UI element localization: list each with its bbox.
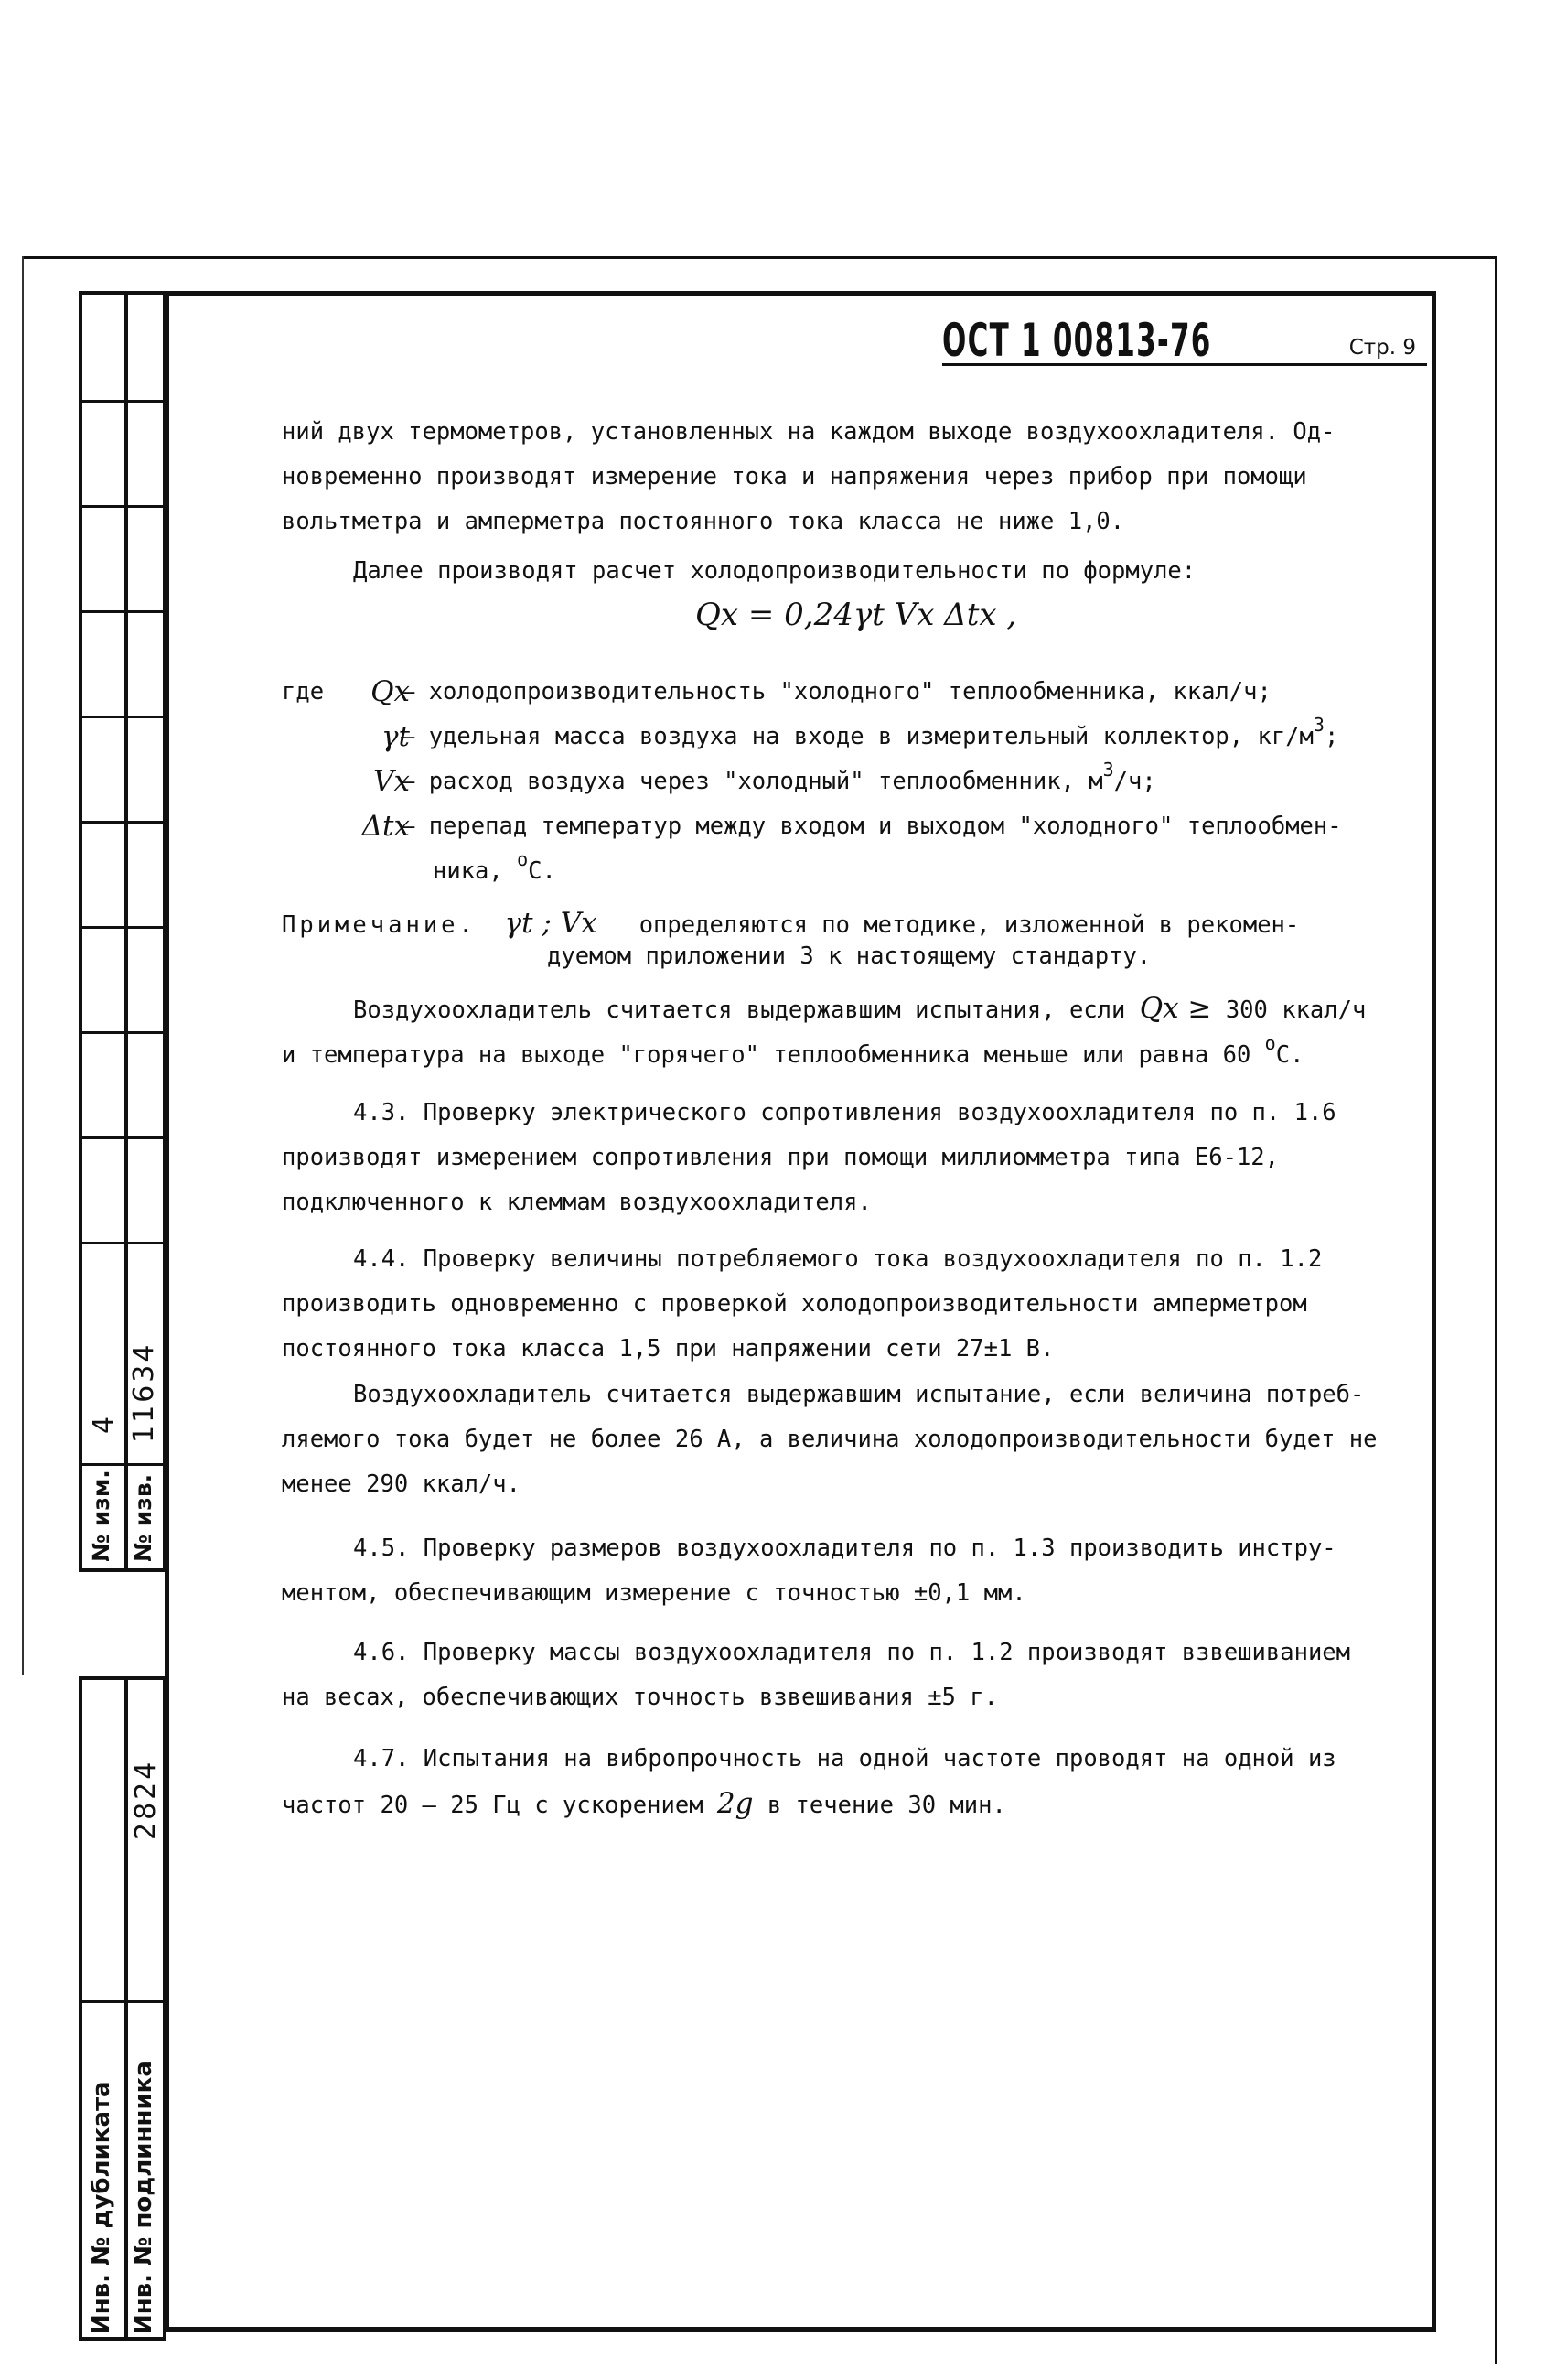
outer-frame-left-edge	[22, 256, 24, 1675]
text-line: вольтметра и амперметра постоянного тока класса не ниже 1,0.	[282, 508, 1125, 535]
definition-symbol: Vx	[373, 765, 410, 798]
strip-line	[82, 1031, 163, 1034]
superscript: 3	[1313, 714, 1325, 736]
definition-symbol: γt	[381, 720, 410, 753]
text-line: ментом, обеспечивающим измерение с точностью ±0,1 мм.	[282, 1579, 1026, 1607]
text-line: Воздухоохладитель считается выдержавшим испытание, если величина потреб-	[353, 1381, 1365, 1408]
strip-line	[82, 505, 163, 508]
note-label: Примечание.	[282, 911, 477, 939]
text-segment: С.	[1275, 1041, 1304, 1069]
text-line: 4.6. Проверку массы воздухоохладителя по п. 1.2 производят взвешиванием	[353, 1639, 1351, 1666]
change-number: 4	[88, 1413, 120, 1434]
text-line: постоянного тока класса 1,5 при напряжении сети 27±1 В.	[282, 1335, 1055, 1362]
margin-strip-top	[79, 291, 166, 1572]
text-line: новременно производят измерение тока и напряжения через прибор при помощи	[282, 463, 1307, 490]
page-number: Стр. 9	[1348, 336, 1416, 360]
current-acceptance-paragraph	[282, 1373, 1378, 1507]
definition-row	[282, 804, 1379, 849]
notice-number: 11634	[128, 1341, 160, 1443]
strip-line	[82, 821, 163, 824]
document-code: ОСТ 1 00813-76	[942, 314, 1212, 367]
definition-text-wrap	[401, 715, 1338, 759]
strip-divider	[124, 1680, 128, 2337]
strip-line	[82, 2000, 163, 2003]
text-line: подключенного к клеммам воздухоохладителя.	[282, 1189, 872, 1216]
definition-row	[282, 759, 1379, 804]
superscript: о	[1264, 1032, 1276, 1054]
notice-label: № изв.	[130, 1473, 156, 1562]
note	[282, 908, 1370, 972]
definition-text: – холодопроизводительность "холодного" теплообменника, ккал/ч;	[401, 678, 1272, 705]
definition-text-wrap	[401, 759, 1156, 804]
change-label: № изм.	[88, 1470, 114, 1562]
inline-symbol: Qx ≥	[1139, 992, 1212, 1025]
formula-intro: Далее производят расчет холодопроизводительности по формуле:	[353, 557, 1197, 585]
definition-row	[282, 670, 1379, 715]
acceptance-paragraph	[282, 986, 1370, 1078]
definition-symbol: Δtx	[361, 810, 410, 843]
text-segment: 300 ккал/ч	[1211, 996, 1367, 1024]
note-text: определяются по методике, изложенной в рекомен-	[638, 911, 1300, 939]
superscript: о	[517, 848, 529, 870]
text-line: 4.7. Испытания на вибропрочность на одной частоте проводят на одной из	[353, 1745, 1336, 1772]
original-inventory-label: Инв. № подлинника	[130, 2061, 157, 2334]
definition-text: – перепад температур между входом и выходом "холодного" теплообмен-	[401, 813, 1342, 840]
text-line: ний двух термометров, установленных на каждом выходе воздухоохладителя. Од-	[282, 418, 1336, 446]
section-4-5	[282, 1526, 1370, 1616]
definition-tail: /ч;	[1113, 768, 1156, 795]
strip-line	[82, 1242, 163, 1244]
text-line: на весах, обеспечивающих точность взвешивания ±5 г.	[282, 1684, 998, 1711]
superscript: 3	[1102, 759, 1114, 781]
strip-line	[82, 1136, 163, 1139]
section-4-7	[282, 1737, 1370, 1828]
definition-text: ника,	[433, 857, 518, 885]
section-4-4	[282, 1237, 1370, 1372]
formula: Qx = 0,24γt Vx Δtx ,	[695, 597, 1017, 633]
duplicate-inventory-label: Инв. № дубликата	[88, 2081, 115, 2334]
text-line: менее 290 ккал/ч.	[282, 1470, 520, 1498]
paragraph-continuation	[282, 410, 1370, 544]
text-line: ляемого тока будет не более 26 А, а величина холодопроизводительности будет не	[282, 1426, 1378, 1453]
text-line: 4.4. Проверку величины потребляемого тока воздухоохладителя по п. 1.2	[353, 1245, 1323, 1273]
strip-line	[82, 400, 163, 403]
definition-text-wrap	[433, 849, 556, 894]
where-label: где	[282, 678, 325, 705]
variable-definitions	[282, 670, 1379, 894]
definition-tail: ;	[1324, 723, 1339, 750]
margin-strip-bottom	[79, 1676, 166, 2341]
text-line: производить одновременно с проверкой холодопроизводительности амперметром	[282, 1290, 1307, 1318]
definition-tail: С.	[528, 857, 556, 885]
section-4-6	[282, 1631, 1370, 1720]
definition-text: – удельная масса воздуха на входе в измерительный коллектор, кг/м	[401, 723, 1314, 750]
strip-line	[82, 926, 163, 929]
definition-row	[282, 849, 1379, 894]
text-segment: Воздухоохладитель считается выдержавшим испытания, если	[353, 996, 1140, 1024]
text-line: производят измерением сопротивления при помощи миллиомметра типа Е6-12,	[282, 1144, 1280, 1171]
text-segment: и температура на выходе "горячего" теплообменника меньше или равна 60	[282, 1041, 1265, 1069]
note-symbols: γt ; Vx	[504, 907, 597, 940]
text-segment: частот 20 – 25 Гц с ускорением	[282, 1792, 717, 1819]
definition-text: – расход воздуха через "холодный" теплообменник, м	[401, 768, 1103, 795]
strip-line	[82, 1463, 163, 1466]
note-text: дуемом приложении 3 к настоящему стандарту.	[547, 942, 1152, 970]
definition-row	[282, 715, 1379, 759]
original-inventory-number: 2824	[130, 1759, 162, 1840]
text-line: 4.3. Проверку электрического сопротивления воздухоохладителя по п. 1.6	[353, 1099, 1336, 1126]
text-segment: в течение 30 мин.	[753, 1792, 1006, 1819]
page-header	[942, 316, 1427, 366]
text-line: 4.5. Проверку размеров воздухоохладителя по п. 1.3 производить инстру-	[353, 1535, 1336, 1562]
inline-symbol: 2g	[716, 1787, 754, 1820]
definition-symbol: Qx	[370, 675, 410, 708]
strip-line	[82, 716, 163, 718]
strip-line	[82, 610, 163, 613]
section-4-3	[282, 1091, 1370, 1225]
